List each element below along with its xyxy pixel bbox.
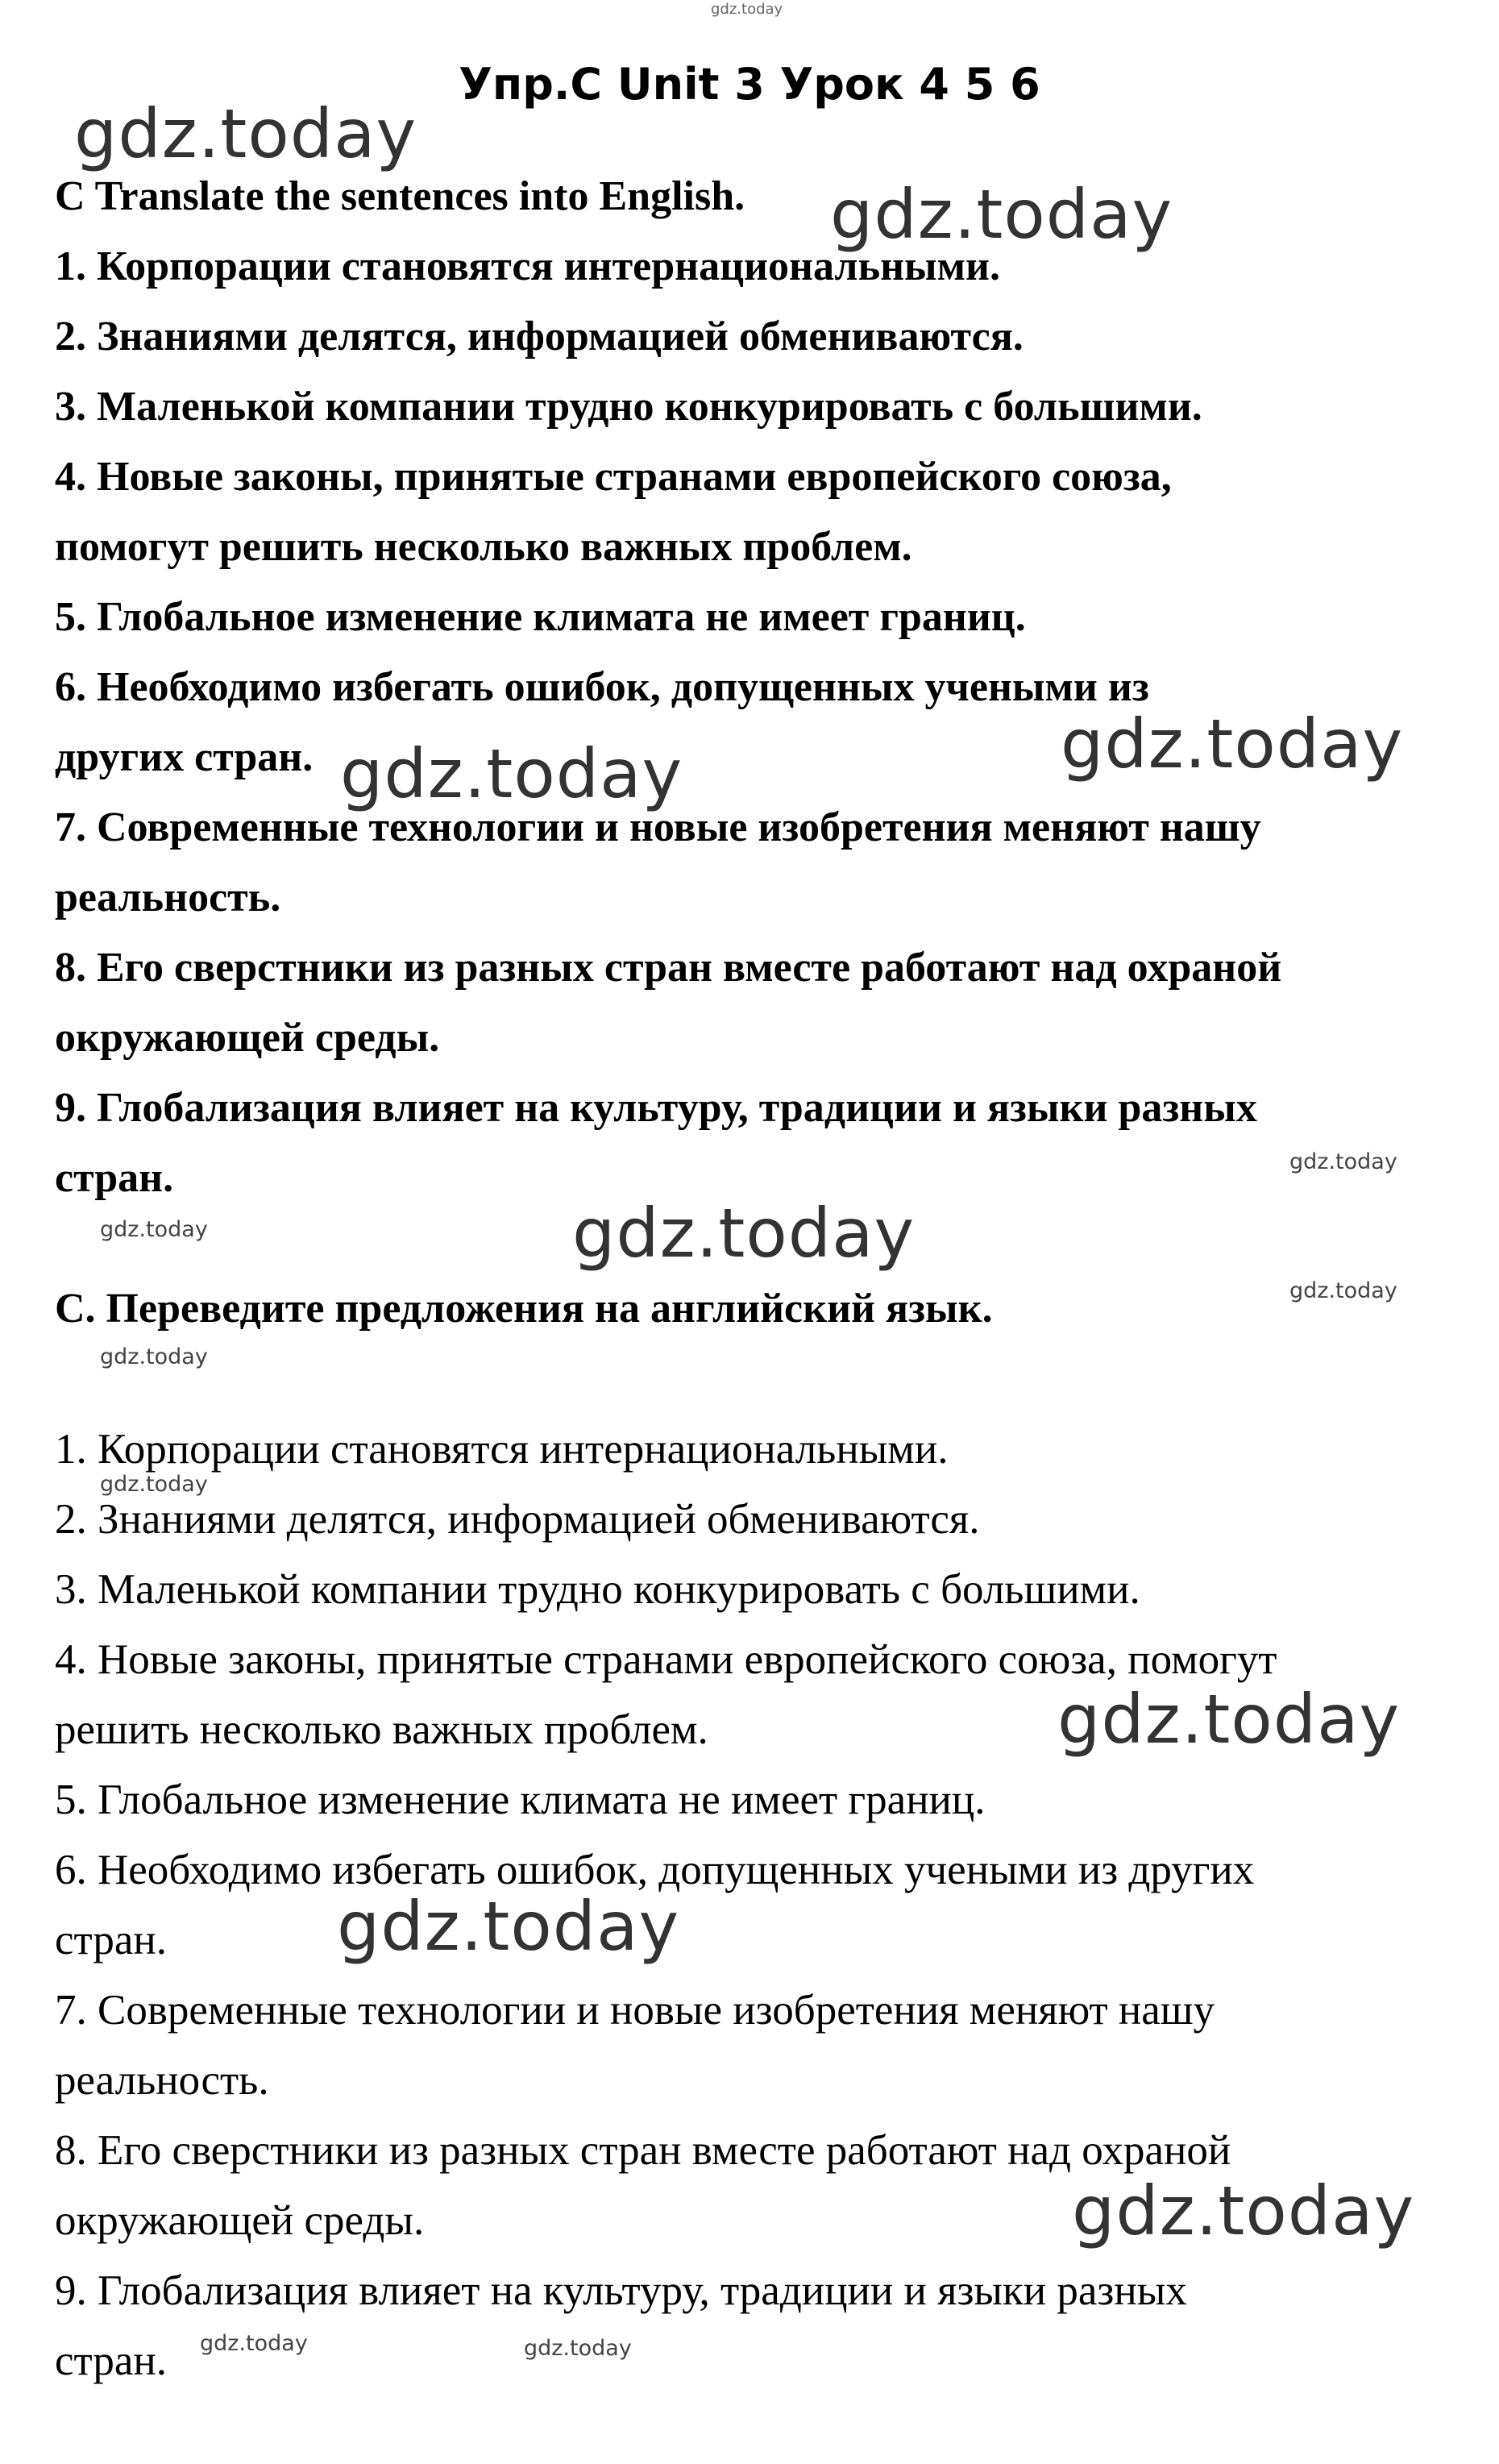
watermark: gdz.today — [1057, 1680, 1401, 1759]
russian-task-line: окружающей среды. — [55, 2197, 425, 2244]
russian-task-line: 4. Новые законы, принятые странами европейского союза, помогут — [55, 1636, 1277, 1683]
russian-task-line: 2. Знаниями делятся, информацией обмениваются. — [55, 1496, 980, 1543]
watermark: gdz.today — [572, 1194, 916, 1273]
watermark: gdz.today — [830, 175, 1173, 254]
english-task-line: 2. Знаниями делятся, информацией обмениваются. — [55, 314, 1024, 359]
english-task-block — [55, 161, 1473, 1213]
watermark: gdz.today — [337, 1887, 680, 1966]
english-task-line: 1. Корпорации становятся интернациональными. — [55, 243, 1001, 289]
english-task-line: других стран. — [55, 734, 314, 780]
watermark: gdz.today — [340, 734, 683, 813]
english-task-line: реальность. — [55, 875, 281, 920]
russian-task-line: 9. Глобализация влияет на культуру, традиции и языки разных — [55, 2267, 1187, 2314]
russian-task-heading: C. Переведите предложения на английский язык. — [55, 1286, 993, 1332]
english-task-line: окружающей среды. — [55, 1015, 440, 1061]
russian-task-line: 1. Корпорации становятся интернациональными. — [55, 1426, 949, 1473]
english-task-line: 6. Необходимо избегать ошибок, допущенных учеными из — [55, 664, 1149, 710]
watermark: gdz.today — [1061, 704, 1404, 783]
russian-task-line: реальность. — [55, 2057, 269, 2104]
watermark: gdz.today — [1289, 1278, 1397, 1303]
watermark: gdz.today — [74, 94, 417, 173]
english-task-line: 9. Глобализация влияет на культуру, традиции и языки разных — [55, 1085, 1257, 1131]
russian-task-line: 5. Глобальное изменение климата не имеет границ. — [55, 1776, 986, 1823]
russian-task-line: 8. Его сверстники из разных стран вместе работают над охраной — [55, 2127, 1231, 2174]
russian-task-line: 6. Необходимо избегать ошибок, допущенных учеными из других — [55, 1847, 1255, 1893]
english-task-line: стран. — [55, 1155, 174, 1201]
watermark: gdz.today — [524, 2336, 632, 2361]
english-task-line: 4. Новые законы, принятые странами европейского союза, — [55, 454, 1172, 500]
russian-task-line: 7. Современные технологии и новые изобретения меняют нашу — [55, 1987, 1215, 2034]
russian-task-line: 3. Маленькой компании трудно конкурировать с большими. — [55, 1566, 1140, 1613]
russian-task-line: решить несколько важных проблем. — [55, 1706, 708, 1753]
watermark: gdz.today — [200, 2331, 308, 2356]
watermark: gdz.today — [1072, 2171, 1415, 2250]
watermark: gdz.today — [100, 1217, 208, 1242]
russian-task-line: стран. — [55, 2337, 167, 2384]
watermark: gdz.today — [100, 1472, 208, 1497]
english-task-line: помогут решить несколько важных проблем. — [55, 524, 912, 570]
english-task-line: 3. Маленькой компании трудно конкурировать с большими. — [55, 384, 1202, 430]
watermark: gdz.today — [1289, 1149, 1397, 1174]
watermark: gdz.today — [100, 1344, 208, 1369]
watermark: gdz.today — [711, 1, 783, 18]
english-task-line: 5. Глобальное изменение климата не имеет границ. — [55, 594, 1026, 640]
english-task-line: 8. Его сверстники из разных стран вместе работают над охраной — [55, 945, 1282, 991]
russian-task-line: стран. — [55, 1917, 167, 1963]
english-task-heading: C Translate the sentences into English. — [55, 173, 745, 219]
page-title: Упр.C Unit 3 Урок 4 5 6 — [459, 59, 1040, 110]
english-task-line: 7. Современные технологии и новые изобретения меняют нашу — [55, 804, 1261, 850]
